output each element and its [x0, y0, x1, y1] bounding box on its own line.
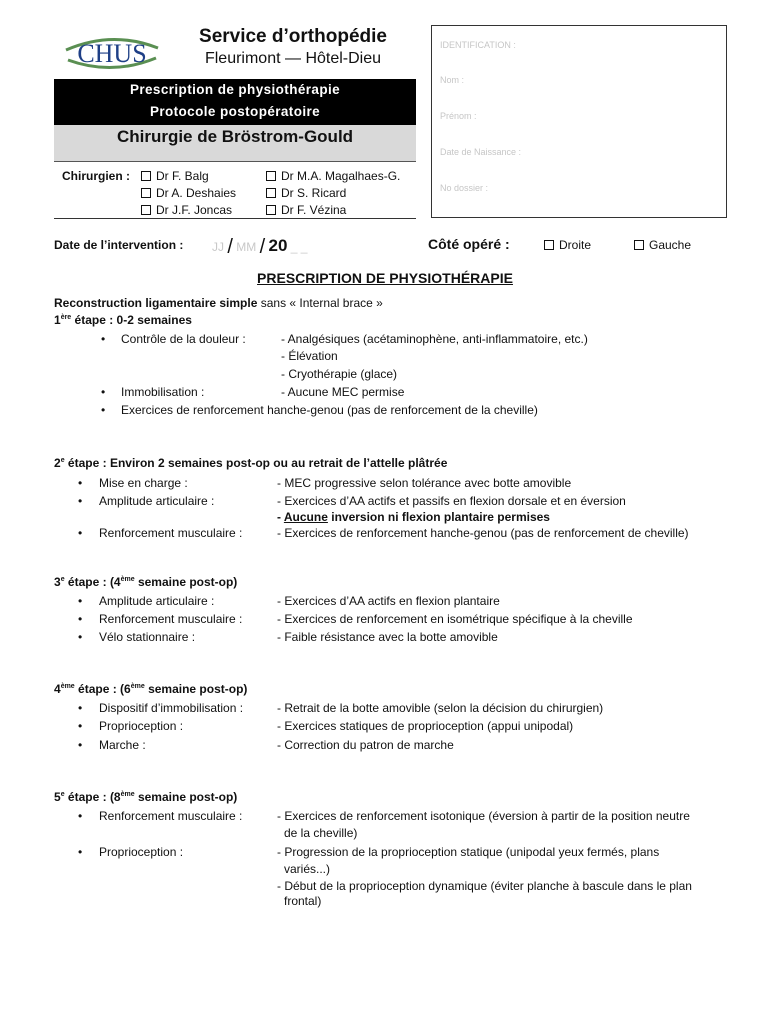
stage-1-text: - Aucune MEC permise	[281, 385, 405, 399]
bullet: •	[78, 738, 83, 752]
stage-5-heading: 5e étape : (8ème semaine post-op)	[54, 790, 238, 804]
stage-4-label: Proprioception :	[99, 719, 184, 733]
bullet: •	[78, 526, 83, 540]
surgeon-label: Chirurgien :	[62, 169, 130, 183]
stage-4-label: Dispositif d’immobilisation :	[99, 701, 244, 715]
surgeon-option[interactable]: Dr S. Ricard	[266, 185, 400, 202]
divider	[54, 218, 416, 219]
bullet: •	[101, 403, 106, 417]
intro-line: Reconstruction ligamentaire simple sans « Internal brace »	[54, 296, 383, 310]
stage-2-text: - Exercices de renforcement hanche-genou (pas de renforcement de cheville)	[277, 526, 689, 540]
id-field-date-naissance[interactable]: Date de Naissance :	[440, 147, 522, 157]
procedure-title: Chirurgie de Bröstrom-Gould	[54, 125, 416, 162]
intervention-date-field[interactable]: JJ / MM / 20 _ _	[212, 236, 308, 258]
id-field-prenom[interactable]: Prénom :	[440, 111, 477, 121]
bullet: •	[101, 332, 106, 346]
stage-5-text: - Exercices de renforcement isotonique (éversion à partir de la position neutre	[277, 809, 690, 823]
year-prefix: 20	[268, 236, 288, 255]
checkbox-icon[interactable]	[266, 205, 276, 215]
stage-2-heading: 2e étape : Environ 2 semaines post-op ou au retrait de l’attelle plâtrée	[54, 456, 448, 470]
stage-3-text: - Exercices de renforcement en isométrique spécifique à la cheville	[277, 612, 633, 626]
stage-5-text: variés...)	[284, 862, 331, 876]
banner-line-2: Protocole postopératoire	[149, 104, 321, 119]
stage-4-label: Marche :	[99, 738, 146, 752]
stage-5-text: frontal)	[284, 894, 322, 908]
stage-1-heading: 1ère étape : 0-2 semaines	[54, 313, 192, 327]
side-option-right[interactable]: Droite	[544, 238, 591, 252]
checkbox-icon[interactable]	[634, 240, 644, 250]
id-field-nom[interactable]: Nom :	[440, 75, 465, 85]
stage-2-text: - MEC progressive selon tolérance avec botte amovible	[277, 476, 572, 490]
stage-2-label: Mise en charge :	[99, 476, 188, 490]
day-placeholder[interactable]: JJ	[212, 240, 224, 254]
stage-1-text: - Cryothérapie (glace)	[281, 367, 398, 381]
stage-5-text: - Progression de la proprioception statique (unipodal yeux fermés, plans	[277, 845, 660, 859]
bullet: •	[78, 845, 83, 859]
bullet: •	[78, 809, 83, 823]
stage-4-text: - Exercices statiques de proprioception (appui unipodal)	[277, 719, 574, 733]
operated-side-label: Côté opéré :	[428, 236, 510, 252]
stage-3-text: - Faible résistance avec la botte amovible	[277, 630, 498, 644]
checkbox-icon[interactable]	[266, 188, 276, 198]
surgeon-option[interactable]: Dr F. Vézina	[266, 202, 400, 219]
checkbox-icon[interactable]	[544, 240, 554, 250]
stage-4-text: - Correction du patron de marche	[277, 738, 454, 752]
stage-3-label: Renforcement musculaire :	[99, 612, 243, 626]
stage-5-text: de la cheville)	[284, 826, 358, 840]
stage-5-text: - Début de la proprioception dynamique (éviter planche à bascule dans le plan	[277, 879, 692, 893]
logo-text: CHUS	[77, 39, 147, 68]
checkbox-icon[interactable]	[141, 171, 151, 181]
bullet: •	[78, 612, 83, 626]
surgeon-option[interactable]: Dr J.F. Joncas	[141, 202, 236, 219]
surgeon-option[interactable]: Dr A. Deshaies	[141, 185, 236, 202]
bullet: •	[78, 476, 83, 490]
stage-3-heading: 3e étape : (4ème semaine post-op)	[54, 575, 238, 589]
stage-2-label: Amplitude articulaire :	[99, 494, 215, 508]
banner-line-1: Prescription de physiothérapie	[129, 82, 341, 97]
page-title: PRESCRIPTION DE PHYSIOTHÉRAPIE	[257, 270, 513, 286]
stage-3-label: Vélo stationnaire :	[99, 630, 196, 644]
service-subtitle: Fleurimont — Hôtel-Dieu	[204, 50, 382, 67]
surgeon-option[interactable]: Dr M.A. Magalhaes-G.	[266, 168, 400, 185]
stage-1-label: Immobilisation :	[121, 385, 205, 399]
chus-logo	[62, 30, 162, 74]
identification-title: IDENTIFICATION :	[440, 40, 516, 50]
stage-2-warning: - Aucune inversion ni flexion plantaire permises	[277, 510, 550, 524]
side-option-left[interactable]: Gauche	[634, 238, 691, 252]
stage-1-text: - Élévation	[281, 349, 338, 363]
stage-4-heading: 4ème étape : (6ème semaine post-op)	[54, 682, 248, 696]
surgeon-column-2	[266, 168, 400, 219]
id-field-dossier[interactable]: No dossier :	[440, 183, 489, 193]
stage-5-label: Renforcement musculaire :	[99, 809, 243, 823]
bullet: •	[78, 594, 83, 608]
stage-1-text: Exercices de renforcement hanche-genou (pas de renforcement de la cheville)	[121, 403, 538, 417]
service-title: Service d’orthopédie	[199, 26, 387, 47]
stage-4-text: - Retrait de la botte amovible (selon la décision du chirurgien)	[277, 701, 604, 715]
stage-1-label: Contrôle de la douleur :	[121, 332, 246, 346]
stage-3-text: - Exercices d’AA actifs en flexion plantaire	[277, 594, 500, 608]
year-blank[interactable]: _ _	[290, 240, 308, 254]
bullet: •	[78, 701, 83, 715]
identification-box[interactable]	[431, 25, 727, 218]
checkbox-icon[interactable]	[141, 205, 151, 215]
bullet: •	[78, 630, 83, 644]
stage-2-label: Renforcement musculaire :	[99, 526, 243, 540]
stage-1-text: - Analgésiques (acétaminophène, anti-inflammatoire, etc.)	[281, 332, 588, 346]
checkbox-icon[interactable]	[266, 171, 276, 181]
checkbox-icon[interactable]	[141, 188, 151, 198]
intervention-date-label: Date de l’intervention :	[54, 238, 184, 252]
stage-5-label: Proprioception :	[99, 845, 184, 859]
prescription-banner	[54, 79, 416, 125]
bullet: •	[101, 385, 106, 399]
month-placeholder[interactable]: MM	[236, 240, 257, 254]
bullet: •	[78, 719, 83, 733]
stage-3-label: Amplitude articulaire :	[99, 594, 215, 608]
surgeon-option[interactable]: Dr F. Balg	[141, 168, 236, 185]
stage-2-text: - Exercices d’AA actifs et passifs en flexion dorsale et en éversion	[277, 494, 626, 508]
surgeon-column-1	[141, 168, 236, 219]
bullet: •	[78, 494, 83, 508]
